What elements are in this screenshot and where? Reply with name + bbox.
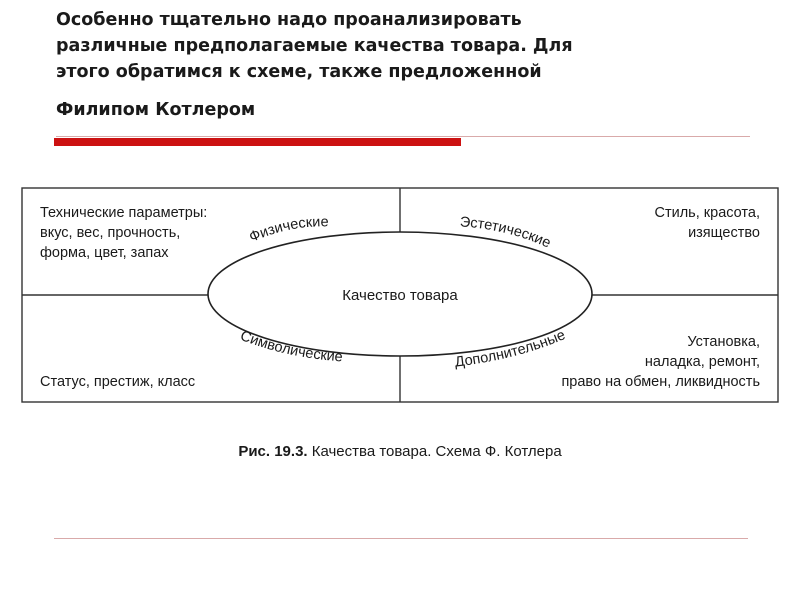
heading-line-4: Филипом Котлером [56,100,256,120]
quadrant-top-left-line-2: вкус, вес, прочность, [40,225,181,241]
figure-caption [238,443,562,460]
quadrant-bottom-right-line-2: наладка, ремонт, [644,354,760,370]
quadrant-bottom-left [40,374,195,390]
heading-line-2: различные предполагаемые качества товара. Для [56,36,573,56]
arc-label-symbolic-path: Символические [237,328,344,366]
arc-label-additional-path: Дополнительные [453,327,568,371]
quadrant-bottom-left-line-1: Статус, престиж, класс [40,374,196,390]
quadrant-top-left-line-3: форма, цвет, запах [40,245,169,261]
center-label: Качество товара [342,287,458,304]
heading-line-3: этого обратимся к схеме, также предложенной [56,62,542,82]
heading-line-1: Особенно тщательно надо проанализировать [56,10,522,30]
quadrant-top-right-line-1: Стиль, красота, [654,205,760,221]
figure-caption-number: Рис. 19.3. [238,443,308,460]
quadrant-top-right-line-2: изящество [688,225,760,241]
quadrant-top-left [40,205,207,261]
quadrant-top-right [655,205,761,241]
quadrant-top-left-line-1: Технические параметры: [40,205,208,221]
arc-label-aesthetic-path: Эстетические [459,214,554,252]
quadrant-bottom-right-line-3: право на обмен, ликвидность [561,374,760,390]
bottom-thin-rule [54,538,748,539]
arc-label-physical-path: Физические [246,214,329,246]
quadrant-bottom-right-line-1: Установка, [687,334,760,350]
quadrant-bottom-right [561,334,760,390]
figure-caption-text: Качества товара. Схема Ф. Котлера [307,443,562,460]
